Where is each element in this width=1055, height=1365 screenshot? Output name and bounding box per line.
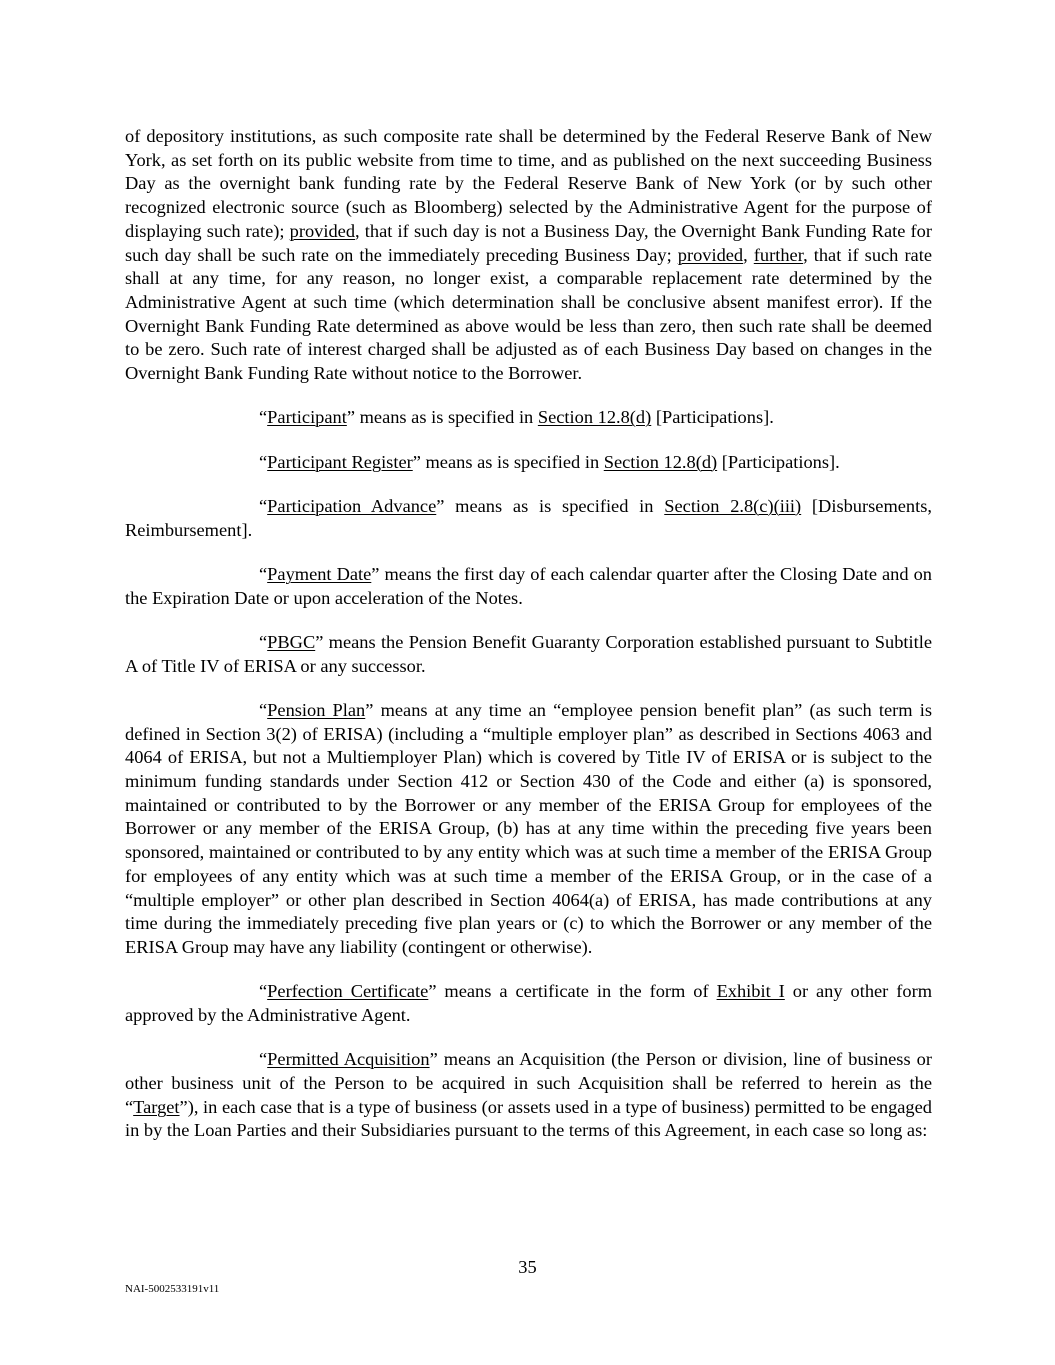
text-run: of depository institutions, as such composite rate shall be determined by the Federal Reserve Bank of New York, as set forth on its public website from time to time, and as published on the next succeeding Business Day as the overnight bank funding rate by the Federal Reserve Bank of New York (or by such other recognized electronic source (such as Bloomberg) selected by the Administrative Agent for the purpose of displaying such rate);: [125, 126, 932, 241]
defined-term: Section 2.8(c)(iii): [664, 495, 802, 516]
defined-term: Permitted Acquisition: [267, 1049, 430, 1070]
document-id: NAI-5002533191v11: [125, 1283, 220, 1295]
text-run: , that if such day is not a Business Day, the Overnight Bank Funding Rate for such day shall be such rate on the immediately preceding Business Day;: [125, 220, 932, 265]
page-number: 35: [518, 1257, 537, 1277]
text-run: [Participations].: [651, 407, 774, 428]
text-run: [Disbursements, Reimbursement].: [125, 495, 932, 540]
text-run: ,: [743, 244, 754, 265]
paragraph: [125, 406, 932, 430]
defined-term: further: [753, 244, 804, 265]
paragraph: [125, 451, 932, 475]
text-run: “: [259, 981, 268, 1002]
text-run: “: [259, 631, 268, 652]
text-run: ” means an Acquisition (the Person or division, line of business or other business unit of the Person to be acquired in such Acquisition shall be referred to herein as the “: [125, 1049, 932, 1117]
paragraph: [125, 699, 932, 960]
text-run: “: [259, 563, 268, 584]
defined-term: Exhibit I: [716, 981, 785, 1002]
defined-term: Payment Date: [267, 563, 372, 584]
defined-term: Section 12.8(d): [537, 407, 652, 428]
paragraph: [125, 495, 932, 542]
text-run: ” means as is specified in: [436, 495, 665, 516]
paragraph: [125, 980, 932, 1027]
text-run: “: [259, 699, 268, 720]
text-run: “: [259, 1049, 268, 1070]
defined-term: provided: [289, 220, 356, 241]
defined-term: provided: [677, 244, 744, 265]
paragraph: [125, 563, 932, 610]
paragraph: [125, 125, 932, 386]
text-run: ” means as is specified in: [412, 451, 604, 472]
text-run: or any other form approved by the Administrative Agent.: [125, 981, 933, 1025]
text-run: ” means as is specified in: [346, 407, 538, 428]
text-run: [Participations].: [717, 451, 840, 472]
text-run: “: [259, 495, 268, 516]
defined-term: Perfection Certificate: [267, 981, 429, 1002]
defined-term: Section 12.8(d): [603, 451, 718, 472]
paragraph: [125, 1048, 932, 1143]
text-run: , that if such rate shall at any time, for any reason, no longer exist, a comparable replacement rate determined by the Administrative Agent at such time (which determination shall be conclusive absent manifest error). If the Overnight Bank Funding Rate determined as above would be less than zero, then such rate shall be deemed to be zero. Such rate of interest charged shall be adjusted as of each Business Day based on changes in the Overnight Bank Funding Rate without notice to the Borrower.: [125, 244, 932, 384]
paragraph: [125, 631, 932, 678]
defined-term: Pension Plan: [267, 699, 366, 720]
text-run: ” means at any time an “employee pension benefit plan” (as such term is defined in Section 3(2) of ERISA) (including a “multiple employer plan” as described in Sections 4063 and 4064 of ERISA, but not a Multiemployer Plan) which is covered by Title IV of ERISA or is subject to the minimum funding standards under Section 412 or Section 430 of the Code and either (a) is sponsored, maintained or contributed to by the Borrower or any member of the ERISA Group for employees of the Borrower or any member of the ERISA Group, (b) has at any time within the preceding five years been sponsored, maintained or contributed to by any entity which was at such time a member of the ERISA Group for employees of any entity which was at such time a member of the ERISA Group, or in the case of a “multiple employer” or other plan described in Section 4064(a) of ERISA, has made contributions at any time during the immediately preceding five plan years or (c) to which the Borrower or any member of the ERISA Group may have any liability (contingent or otherwise).: [125, 699, 932, 957]
text-run: ” means the Pension Benefit Guaranty Corporation established pursuant to Subtitle A of Title IV of ERISA or any successor.: [125, 631, 932, 676]
text-run: ”), in each case that is a type of business (or assets used in a type of business) permitted to be engaged in by the Loan Parties and their Subsidiaries pursuant to the terms of this Agreement, in each case so long as:: [125, 1096, 932, 1141]
text-run: “: [259, 451, 268, 472]
text-run: ” means the first day of each calendar quarter after the Closing Date and on the Expiration Date or upon acceleration of the Notes.: [125, 563, 932, 608]
defined-term: PBGC: [267, 631, 316, 652]
text-run: “: [259, 407, 268, 428]
document-body: [125, 125, 932, 1164]
defined-term: Participant: [267, 407, 347, 428]
defined-term: Target: [133, 1096, 180, 1117]
defined-term: Participation Advance: [267, 495, 437, 516]
defined-term: Participant Register: [267, 451, 413, 472]
text-run: ” means a certificate in the form of: [428, 981, 717, 1002]
